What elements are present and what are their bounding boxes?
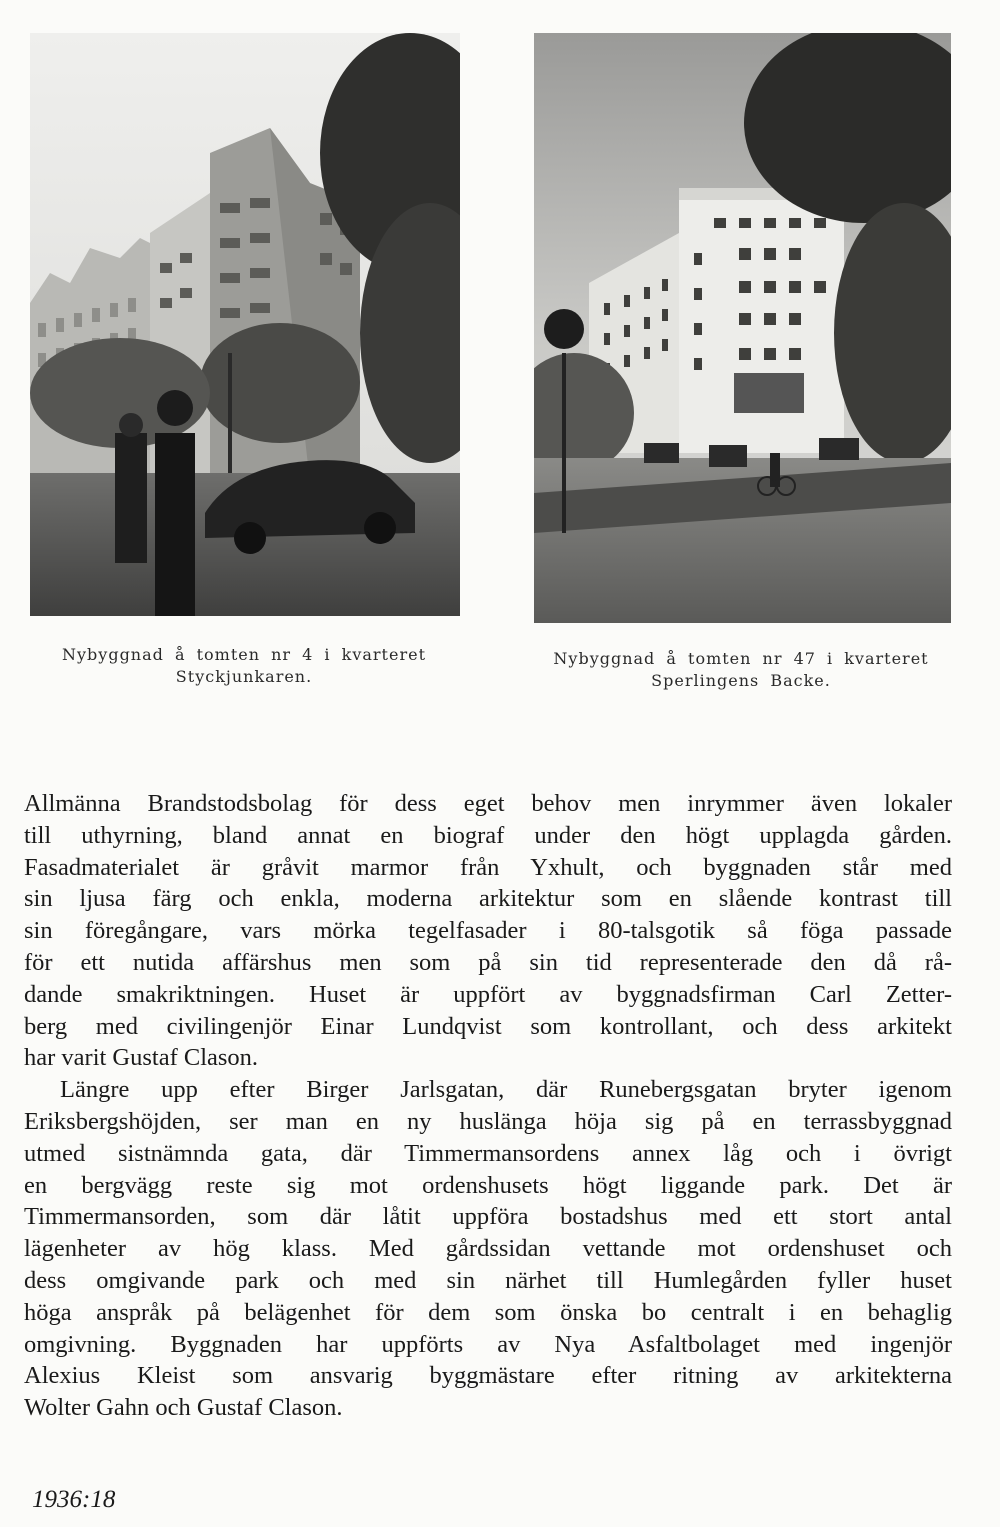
text-line: berg med civilingenjör Einar Lundqvist som kontrollant, och dess arkitekt <box>24 1012 952 1040</box>
caption-line: Nybyggnad å tomten nr 47 i kvarteret <box>553 649 929 668</box>
text-line: sin ljusa färg och enkla, moderna arkitektur som en slående kontrast till <box>24 885 952 913</box>
text-line: dande smakriktningen. Huset är uppfört av byggnadsfirman Carl Zetter- <box>24 980 952 1008</box>
text-line: höga anspråk på belägenhet för dem som önska bo centralt i en behaglig <box>24 1298 952 1326</box>
text-line: utmed sistnämnda gata, där Timmermansordens annex låg och i övrigt <box>24 1139 952 1167</box>
text-line: sin föregångare, vars mörka tegelfasader i 80-talsgotik så föga passade <box>24 917 952 945</box>
photo-sperlingens-backe <box>534 33 951 623</box>
text-line: Alexius Kleist som ansvarig byggmästare efter ritning av arkitekterna <box>24 1362 952 1390</box>
caption-sperlingens-backe <box>521 648 961 692</box>
photo-sperlingens-backe-image <box>534 33 951 623</box>
text-line: har varit Gustaf Clason. <box>24 1044 259 1072</box>
text-line: omgivning. Byggnaden har uppförts av Nya Asfaltbolaget med ingenjör <box>24 1330 952 1358</box>
text-line: Wolter Gahn och Gustaf Clason. <box>24 1394 343 1422</box>
body-text <box>24 788 952 1424</box>
text-line: en bergvägg reste sig mot ordenshusets högt liggande park. Det är <box>24 1171 952 1199</box>
text-line: dess omgivande park och med sin närhet till Humlegården fyller huset <box>24 1266 952 1294</box>
text-line: till uthyrning, bland annat en biograf under den högt upplagda gården. <box>24 821 952 849</box>
text-line: Allmänna Brandstodsbolag för dess eget behov men inrymmer även lokaler <box>24 790 952 817</box>
photo-styckjunkaren-image <box>30 33 460 616</box>
caption-line: Sperlingens Backe. <box>651 671 831 690</box>
text-line: Eriksbergshöjden, ser man en ny huslänga höja sig på en terrassbyggnad <box>24 1107 952 1135</box>
text-line: för ett nutida affärshus men som på sin tid representerade den då rå- <box>24 948 952 976</box>
text-line: Fasadmaterialet är gråvit marmor från Yxhult, och byggnaden står med <box>24 853 952 881</box>
page-number: 1936:18 <box>32 1486 116 1513</box>
caption-line: Nybyggnad å tomten nr 4 i kvarteret <box>62 645 426 664</box>
caption-line: Styckjunkaren. <box>175 667 313 686</box>
text-line: lägenheter av hög klass. Med gårdssidan vettande mot ordenshuset och <box>24 1235 952 1263</box>
text-line: Timmermansorden, som där låtit uppföra bostadshus med ett stort antal <box>24 1203 952 1231</box>
photo-styckjunkaren <box>30 33 460 616</box>
caption-styckjunkaren <box>24 644 464 688</box>
text-line: Längre upp efter Birger Jarlsgatan, där Runebergsgatan bryter igenom <box>60 1076 952 1104</box>
